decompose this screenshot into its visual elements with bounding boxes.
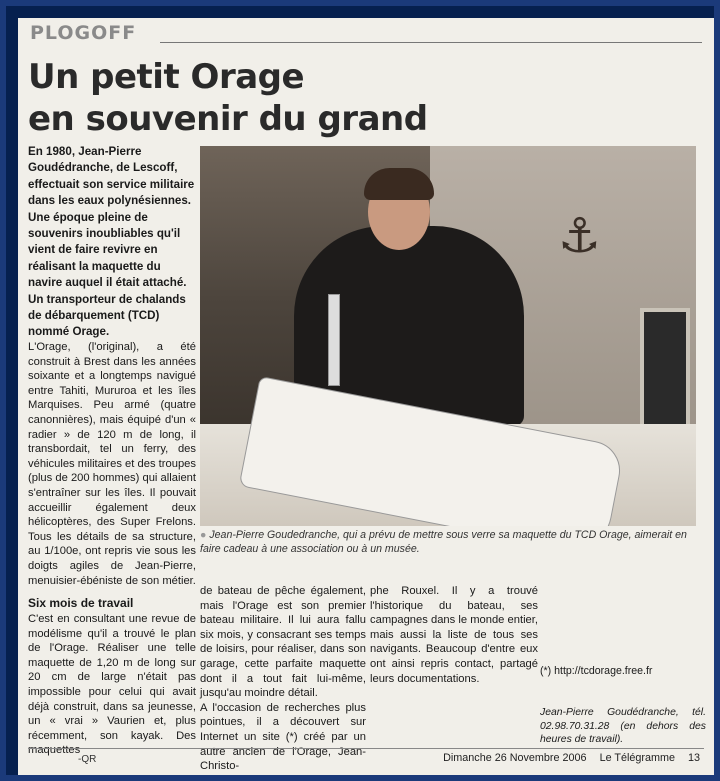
headline-line-2: en souvenir du grand — [28, 99, 428, 139]
footer-info — [433, 752, 700, 764]
footer-code: -QR — [78, 754, 97, 765]
bullet-icon: ● — [200, 529, 207, 541]
column-3 — [370, 584, 538, 686]
website-note: (*) http://tcdorage.free.fr — [540, 665, 653, 677]
section-kicker: PLOGOFF — [30, 22, 137, 44]
photo-person-hair — [364, 168, 434, 200]
footer-page-number: 13 — [687, 752, 700, 764]
column-1 — [28, 340, 196, 758]
footer-date: Dimanche 26 Novembre 2006 — [443, 752, 587, 764]
anchor-icon: ⚓ — [558, 208, 602, 264]
article-headline — [28, 56, 428, 140]
headline-line-1: Un petit Orage — [28, 57, 305, 97]
newspaper-clipping — [18, 18, 714, 775]
column-2 — [200, 584, 366, 774]
photo-caption — [200, 528, 698, 556]
body-paragraph: L'Orage, (l'original), a été construit à Brest dans les années soixante et a longtemps navigué entre Tahiti, Mururoa et les îles Marquises. Peu armé (quatre canonnières), mais équipé d'un « radier » de 120 m de long, il transbordait, tel un ferry, des véhicules militaires et des troupes (plus de 200 hommes) qui allaient s'entraîner sur les îles. Il pouvait accueillir également deux hélicoptères, des Super Frelons. Tous les détails de sa structure, au 1/100e, ont repris vie sous les doigts agiles de Jean-Pierre, menuisier-ébéniste de son métier. — [28, 341, 196, 587]
caption-text: Jean-Pierre Goudedranche, qui a prévu de mettre sous verre sa maquette du TCD Orage, aimerait en faire cadeau à une association ou à un musée. — [200, 529, 687, 555]
article-photo — [200, 146, 696, 526]
footer-paper-name: Le Télégramme — [599, 752, 675, 764]
top-rule — [160, 42, 702, 43]
body-paragraph: A l'occasion de recherches plus pointues, il a découvert sur Internet un site (*) créé par un autre ancien de l'Orage, Jean-Christo- — [200, 701, 366, 773]
body-paragraph: C'est en consultant une revue de modélisme qu'il a trouvé le plan de l'Orage. Réaliser une telle maquette de 1,20 m de long sur 20 cm de large n'était pas impossible pour celui qui avait déjà construit, dans sa jeunesse, un « vrai » Vaurien et, plus récemment, son kayak. Des maquettes — [28, 613, 196, 757]
photo-ship-mast — [328, 294, 340, 386]
contact-credit: Jean-Pierre Goudédranche, tél. 02.98.70.31.28 (en dehors des heures de travail). — [540, 707, 706, 746]
subheading: Six mois de travail — [28, 596, 134, 611]
footer-rule — [28, 748, 704, 749]
body-paragraph: phe Rouxel. Il y a trouvé l'historique du bateau, ses campagnes dans le monde entier, mais aussi la liste de tous ses navigants. Beaucoup d'entre eux ont ainsi repris contact, partagé leurs documentations. — [370, 585, 538, 685]
page-frame — [6, 6, 714, 775]
body-paragraph: de bateau de pêche également, mais l'Orage est son premier bateau militaire. Il lui aura fallu six mois, y consacrant ses temps de loisirs, pour réaliser, dans son garage, cette parfaite maquette dont il a tout fait lui-même, jusqu'au moindre détail. — [200, 585, 366, 700]
article-lead: En 1980, Jean-Pierre Goudédranche, de Lescoff, effectuait son service militaire dans les eaux polynésiennes. Une époque pleine de souvenirs inoubliables qu'il vient de faire revivre en réalisant la maquette du navire auquel il était attaché. Un transporteur de chalands de débarquement (TCD) nommé Orage. — [28, 145, 195, 339]
